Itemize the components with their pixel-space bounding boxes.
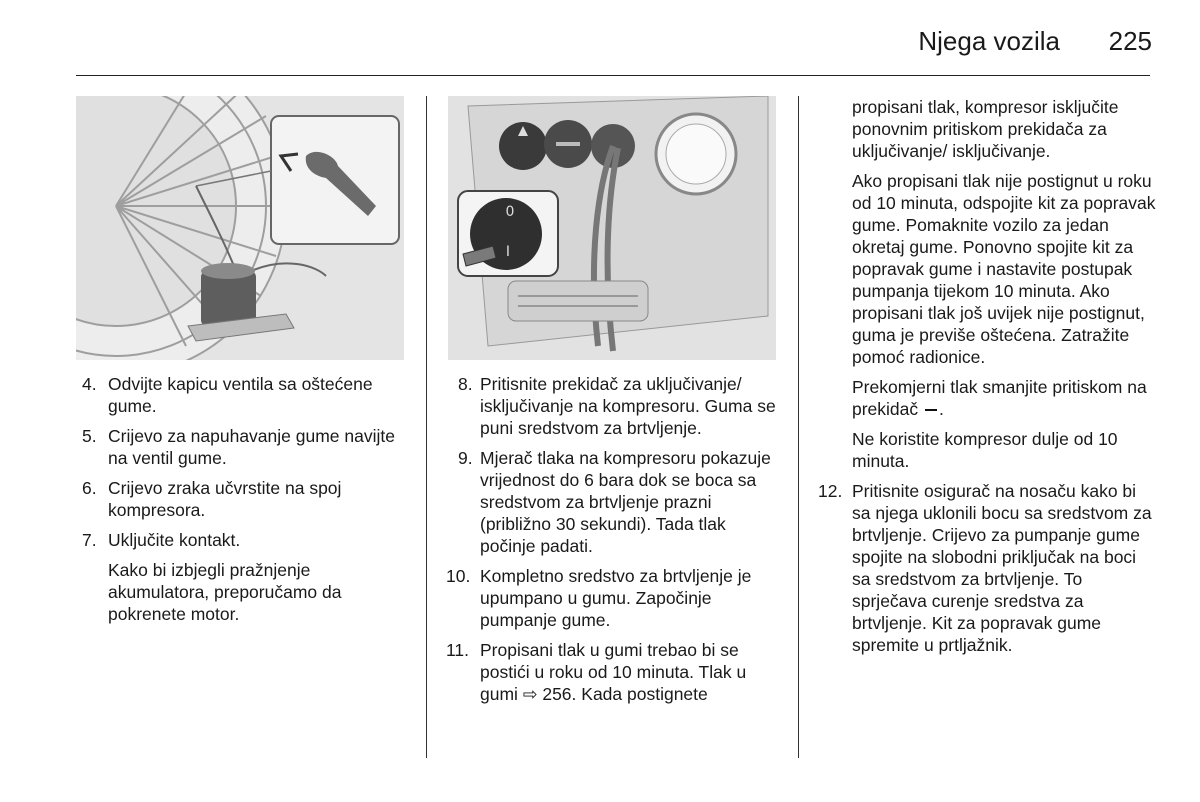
step-number: 8. [458,374,473,394]
compressor-panel-illustration [448,96,776,360]
step-text: Kompletno sredstvo za brtvljenje je upumpano u gumu. Započinje pumpanje gume. [480,566,752,630]
column-divider-1 [426,96,427,758]
overpressure-text-end: . [939,399,944,419]
step-6 [82,477,412,521]
max-runtime-note: Ne koristite kompresor dulje od 10 minuta. [852,429,1118,471]
step-text: Propisani tlak u gumi trebao bi se postići u roku od 10 minuta. Tlak u gumi [480,640,747,704]
column-1-text [82,373,412,633]
step-text: Pritisnite osigurač na nosaču kako bi sa njega uklonili bocu sa sredstvom za brtvljenje. Crijevo za pumpanje gume spojite na slobodni priključak na boci sa sredstvom za brtvljenje. To sprječava curenje sredstva za brtvljenje. Kit za popravak gume spremite u prtljažnik. [852,481,1152,655]
column-3-text [818,96,1158,664]
switch-off-symbol: 0 [505,204,515,220]
minus-switch-icon [925,409,937,411]
step-number: 7. [82,530,97,550]
step-9 [446,447,786,557]
figure-compressor-switch [448,96,776,360]
step-number: 10. [446,566,471,586]
step-text: Crijevo za napuhavanje gume navijte na ventil gume. [108,426,395,468]
step-number: 6. [82,478,97,498]
step-text: Odvijte kapicu ventila sa oštećene gume. [108,374,373,416]
step-text: Uključite kontakt. [108,530,241,550]
step-7 [82,529,412,551]
step-4 [82,373,412,417]
step-text: Mjerač tlaka na kompresoru pokazuje vrijednost do 6 bara dok se boca sa sredstvom za brtvljenje prazni (približno 30 sekundi). Tada tlak počinje padati. [480,448,771,556]
switch-on-symbol: I [505,244,511,260]
step-8 [446,373,786,439]
tyre-compressor-illustration [76,96,404,360]
battery-note: Kako bi izbjegli pražnjenje akumulatora, preporučamo da pokrenete motor. [108,560,342,624]
step-number: 5. [82,426,97,446]
step-number: 4. [82,374,97,394]
header-rule [76,75,1150,76]
figure-tyre-valve-compressor [76,96,404,360]
pressure-not-reached-note: Ako propisani tlak nije postignut u roku od 10 minuta, odspojite kit za popravak gume. Pomaknite vozilo za jedan okretaj gume. Ponovno spojite kit za popravak gume i nastavite postupak pumpanja tijekom 10 minuta. Ako propisani tlak još uvijek nije postignut, guma je previše oštećena. Zatražite pomoć radionice. [852,171,1156,367]
overpressure-note [852,376,1158,420]
page-reference[interactable]: 256. Kada postignete [537,684,708,704]
section-title: Njega vozila [918,26,1060,56]
step-11 [446,639,786,705]
overpressure-text: Prekomjerni tlak smanjite pritiskom na prekidač [852,377,1147,419]
column-2-text [446,373,786,713]
step-5 [82,425,412,469]
step-text: Pritisnite prekidač za uključivanje/ isključivanje na kompresoru. Guma se puni sredstvom za brtvljenje. [480,374,776,438]
step-number: 11. [446,640,470,660]
column-divider-2 [798,96,799,758]
step-11-continuation: propisani tlak, kompresor isključite ponovnim pritiskom prekidača za uključivanje/ isključivanje. [852,97,1119,161]
step-number: 9. [458,448,473,468]
step-10 [446,565,786,631]
step-12 [818,480,1158,656]
step-text: Crijevo zraka učvrstite na spoj kompresora. [108,478,342,520]
page-number: 225 [1108,26,1152,56]
page-reference-arrow-icon[interactable]: ⇨ [522,684,538,704]
step-number: 12. [818,481,843,501]
